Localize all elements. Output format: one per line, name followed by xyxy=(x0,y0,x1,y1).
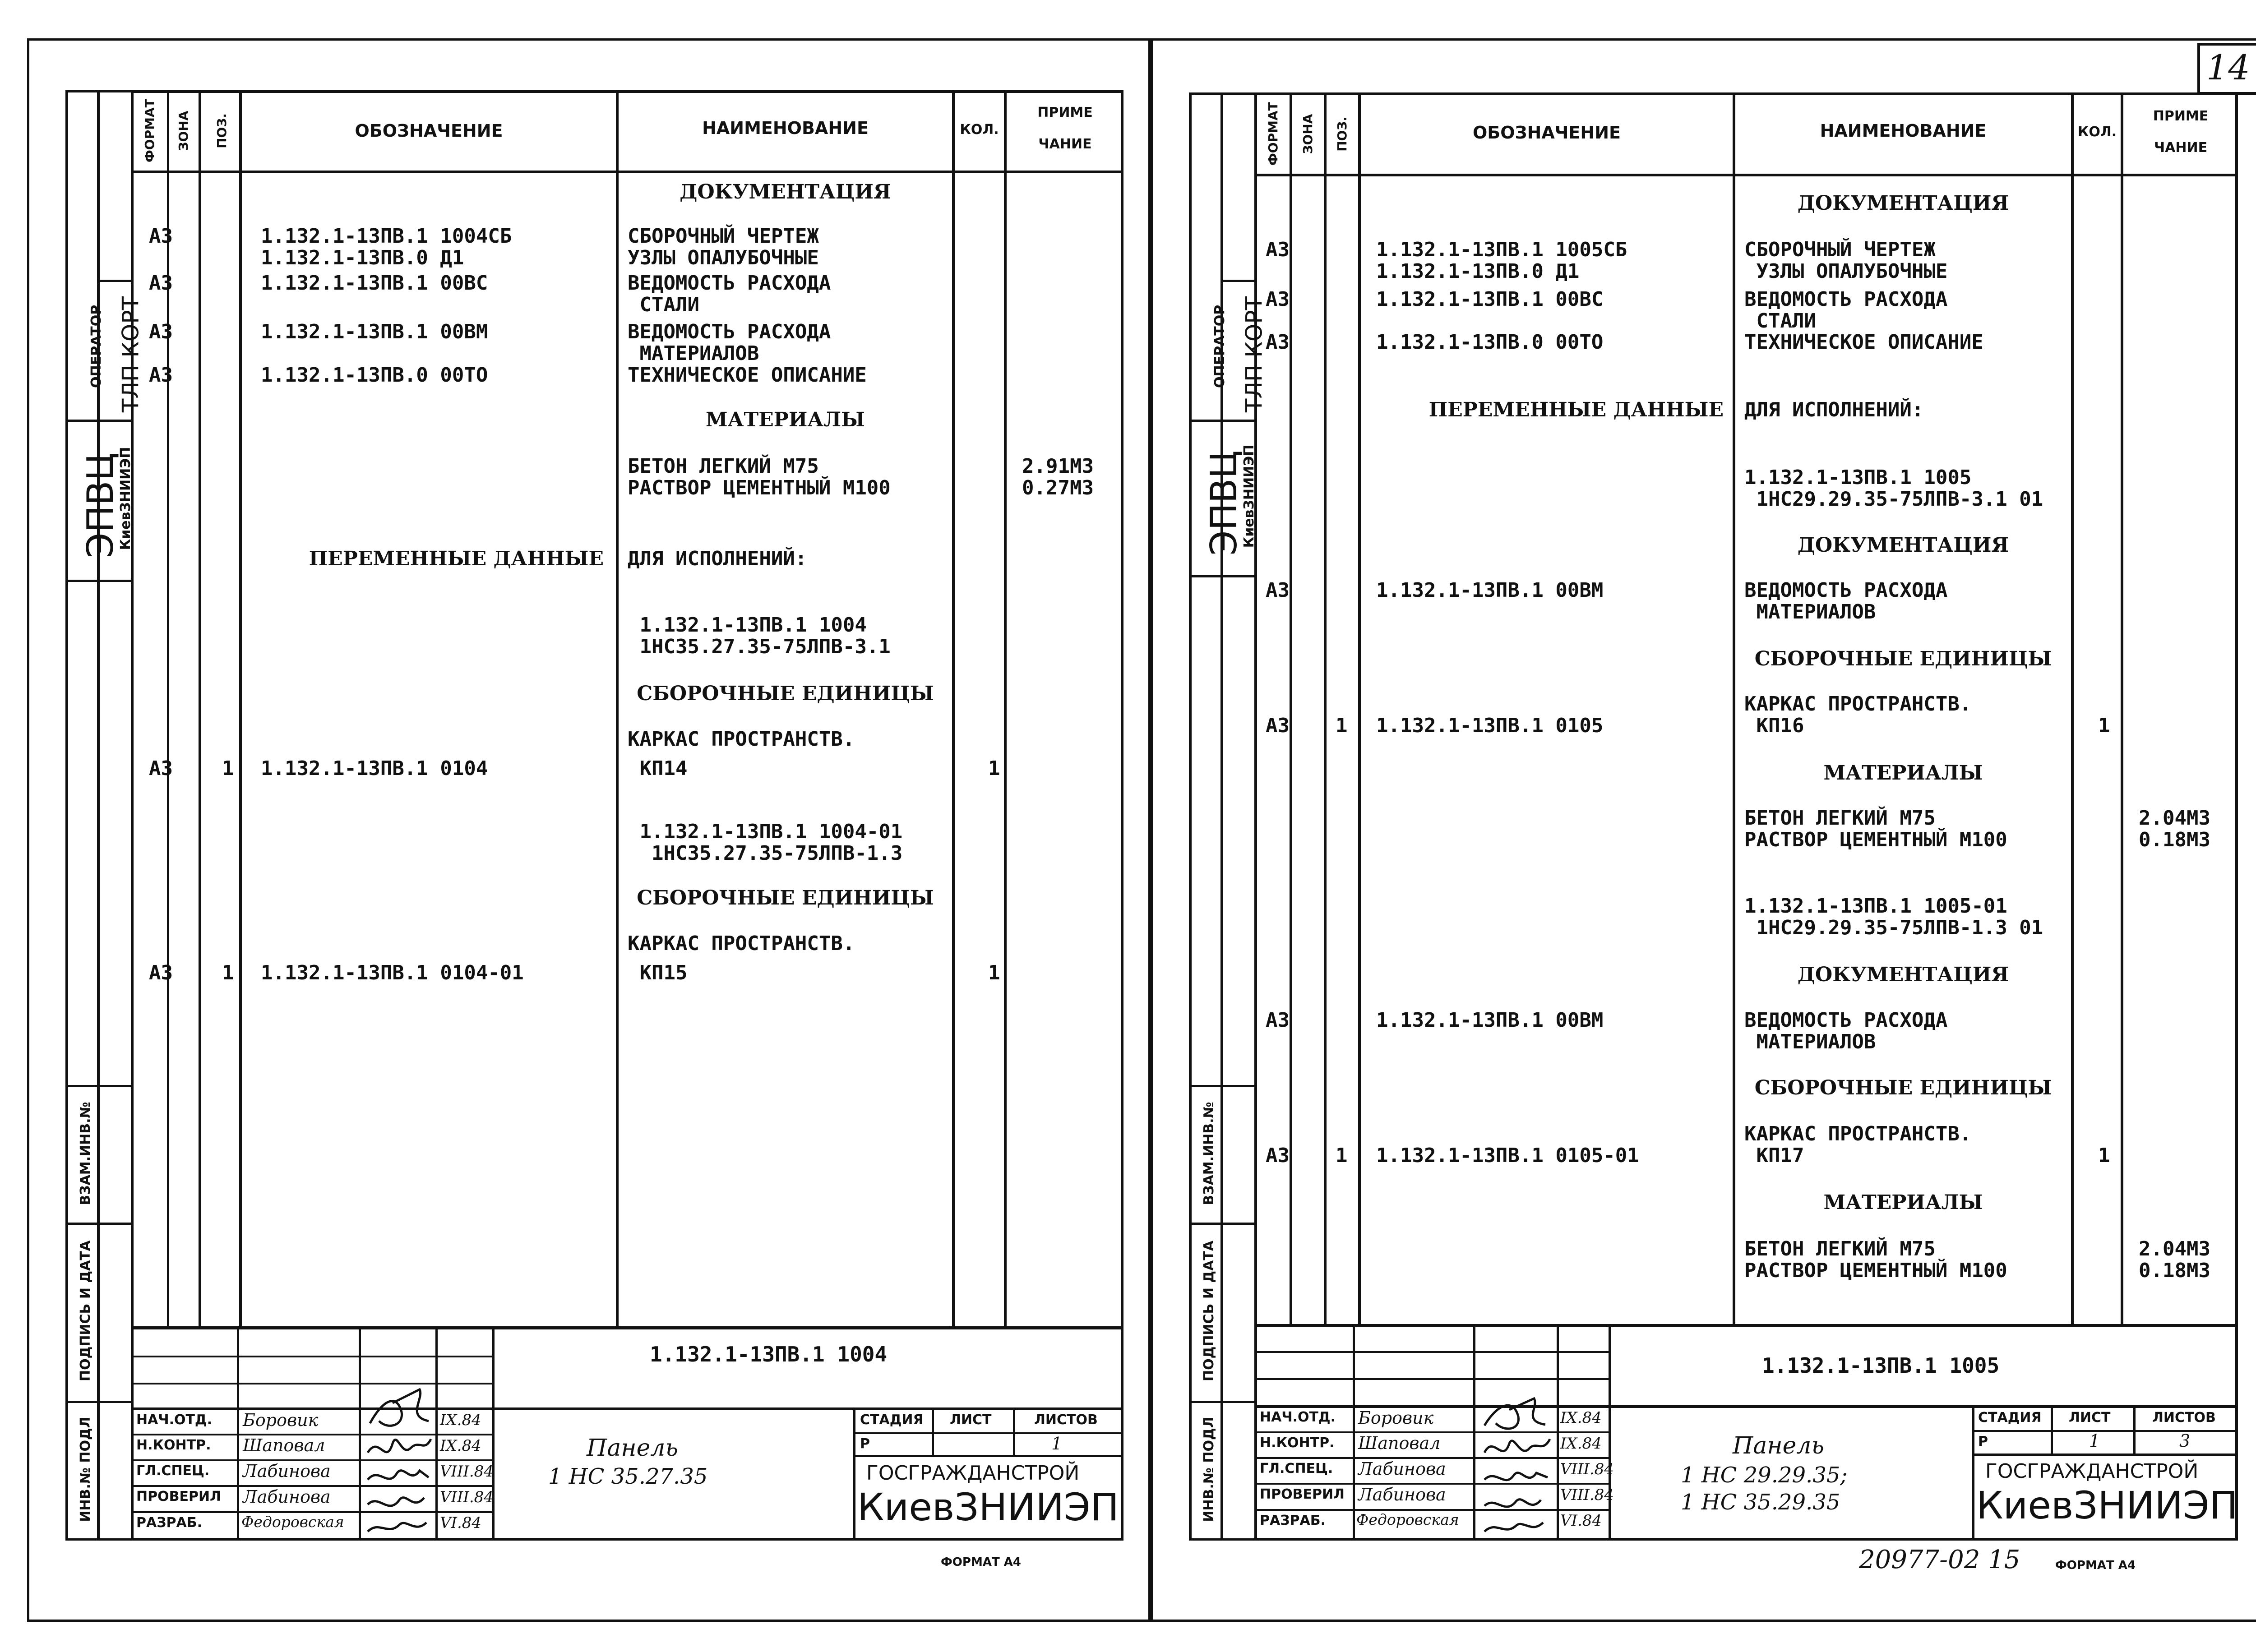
left-side-operator: ОПЕРАТОР xyxy=(88,305,104,388)
row-name: РАСТВОР ЦЕМЕНТНЫЙ М100 xyxy=(628,476,891,499)
row-name: СТАЛИ xyxy=(1744,309,1816,332)
left-side-inv: ИНВ.№ ПОДЛ xyxy=(78,1417,93,1522)
left-header-designation: ОБОЗНАЧЕНИЕ xyxy=(355,121,503,141)
row-name: 1.132.1-13ПВ.1 1004 xyxy=(628,614,867,637)
row-quantity: 1 xyxy=(2098,1144,2110,1167)
right-role-chief: ГЛ.СПЕЦ. xyxy=(1260,1461,1333,1477)
row-name: КП17 xyxy=(1744,1144,1804,1167)
right-header-pos: ПОЗ. xyxy=(1335,116,1350,152)
right-side-line xyxy=(1189,92,1254,95)
row-name: СБОРОЧНЫЕ ЕДИНИЦЫ xyxy=(637,682,934,705)
row-name: БЕТОН ЛЕГКИЙ М75 xyxy=(628,455,819,478)
right-tb-line xyxy=(2133,1405,2136,1455)
right-side-tlp-kort: ТЛП КОРТ xyxy=(1241,296,1267,413)
row-format: А3 xyxy=(149,757,173,780)
row-designation: 1.132.1-13ПВ.1 00ВС xyxy=(1376,288,1604,311)
row-format: А3 xyxy=(1266,714,1290,737)
right-signatures xyxy=(1478,1385,1554,1538)
row-name: СБОРОЧНЫЙ ЧЕРТЕЖ xyxy=(1744,238,1936,261)
left-header-note-2: ЧАНИЕ xyxy=(1038,136,1092,152)
right-tb-line xyxy=(1557,1324,1559,1541)
left-side-epvc: ЭПВЦ xyxy=(79,452,121,558)
right-tb-line xyxy=(1353,1324,1355,1541)
row-designation: 1.132.1-13ПВ.1 0105-01 xyxy=(1376,1144,1639,1167)
left-side-line xyxy=(65,1538,131,1541)
row-name: РАСТВОР ЦЕМЕНТНЫЙ М100 xyxy=(1744,1259,2007,1282)
right-col-line xyxy=(2071,92,2074,1326)
left-side-line xyxy=(65,90,131,92)
row-zone: 1 xyxy=(1336,714,1348,737)
right-signer-name: Боровик xyxy=(1358,1408,1434,1428)
left-side-line xyxy=(65,1223,131,1225)
row-designation: 1.132.1-13ПВ.1 1005СБ xyxy=(1376,238,1627,261)
row-name: 1.132.1-13ПВ.1 1005 xyxy=(1744,466,1972,489)
right-role-checked: ПРОВЕРИЛ xyxy=(1260,1486,1345,1502)
row-name: БЕТОН ЛЕГКИЙ М75 xyxy=(1744,1237,1936,1260)
row-format: А3 xyxy=(1266,579,1290,602)
right-col-line xyxy=(1324,92,1327,1326)
row-name: КАРКАС ПРОСТРАНСТВ. xyxy=(628,728,855,751)
right-sheets-count: 3 xyxy=(2179,1431,2191,1451)
row-name: ВЕДОМОСТЬ РАСХОДА xyxy=(1744,579,1948,602)
left-tb-line xyxy=(131,1356,492,1357)
left-sign-date: IX.84 xyxy=(440,1411,481,1429)
left-tb-line xyxy=(131,1383,492,1384)
left-sheets-label: ЛИСТОВ xyxy=(1034,1412,1098,1428)
row-designation: 1.132.1-13ПВ.0 00ТО xyxy=(1376,331,1604,354)
right-tb-line xyxy=(1254,1324,2238,1327)
right-side-podpis: ПОДПИСЬ И ДАТА xyxy=(1201,1240,1217,1381)
row-name: УЗЛЫ ОПАЛУБОЧНЫЕ xyxy=(628,246,819,269)
right-header-zone: ЗОНА xyxy=(1300,114,1315,154)
row-name: ДОКУМЕНТАЦИЯ xyxy=(680,180,891,203)
right-sign-date: VIII.84 xyxy=(1560,1486,1614,1504)
right-tb-line xyxy=(1609,1324,1611,1541)
row-name: БЕТОН ЛЕГКИЙ М75 xyxy=(1744,807,1936,830)
row-format: А3 xyxy=(149,961,173,984)
left-side-podpis: ПОДПИСЬ И ДАТА xyxy=(78,1240,93,1381)
row-name: МАТЕРИАЛОВ xyxy=(628,342,759,365)
left-signer-name: Федоровская xyxy=(241,1513,344,1531)
row-designation: 1.132.1-13ПВ.1 00ВМ xyxy=(1376,579,1604,602)
right-sheet-label: ЛИСТ xyxy=(2069,1410,2111,1426)
row-designation: ПЕРЕМЕННЫЕ ДАННЫЕ xyxy=(309,547,604,570)
right-role-norm: Н.КОНТР. xyxy=(1260,1435,1335,1451)
row-designation: 1.132.1-13ПВ.1 1004СБ xyxy=(261,225,512,248)
row-designation: ПЕРЕМЕННЫЕ ДАННЫЕ xyxy=(1428,398,1724,421)
left-spec-frame xyxy=(131,90,1123,1541)
row-format: А3 xyxy=(149,320,173,343)
left-signatures xyxy=(361,1380,433,1538)
row-name: 1НС35.27.35-75ЛПВ-1.3 xyxy=(628,842,903,865)
left-header-zone: ЗОНА xyxy=(176,111,191,151)
row-designation: 1.132.1-13ПВ.0 00ТО xyxy=(261,364,488,387)
row-name: КП16 xyxy=(1744,714,1804,737)
right-side-line xyxy=(1189,1085,1254,1087)
left-tb-line xyxy=(853,1432,1123,1434)
left-format: ФОРМАТ А4 xyxy=(941,1555,1021,1569)
right-col-line xyxy=(2121,92,2123,1326)
left-tb-line xyxy=(853,1455,1123,1457)
left-header-qty: КОЛ. xyxy=(960,122,999,138)
left-document-code: 1.132.1-13ПВ.1 1004 xyxy=(650,1342,888,1366)
row-name: ДОКУМЕНТАЦИЯ xyxy=(1797,192,2009,215)
row-name: РАСТВОР ЦЕМЕНТНЫЙ М100 xyxy=(1744,828,2007,851)
right-tb-line xyxy=(1473,1324,1475,1541)
left-sign-date: VIII.84 xyxy=(440,1488,494,1506)
row-zone: 1 xyxy=(222,961,234,984)
row-name: ТЕХНИЧЕСКОЕ ОПИСАНИЕ xyxy=(1744,331,1983,354)
row-designation: 1.132.1-13ПВ.1 00ВМ xyxy=(261,320,488,343)
left-header-format: ФОРМАТ xyxy=(142,99,157,162)
left-sign-date: IX.84 xyxy=(440,1437,481,1455)
left-signer-name: Шаповал xyxy=(243,1435,325,1455)
left-sign-date: VI.84 xyxy=(440,1514,482,1532)
left-org-2: КиевЗНИИЭП xyxy=(857,1485,1119,1529)
row-format: А3 xyxy=(149,364,173,387)
row-format: А3 xyxy=(1266,331,1290,354)
right-side-line xyxy=(1189,92,1192,1541)
right-side-inv: ИНВ.№ ПОДЛ xyxy=(1201,1417,1217,1522)
left-product-code: 1 НС 35.27.35 xyxy=(548,1464,708,1489)
left-header-pos: ПОЗ. xyxy=(214,113,229,148)
row-name: ДОКУМЕНТАЦИЯ xyxy=(1797,963,2009,986)
right-side-line xyxy=(1189,1538,1254,1541)
row-format: А3 xyxy=(149,225,173,248)
left-role-head: НАЧ.ОТД. xyxy=(136,1412,213,1428)
row-name: МАТЕРИАЛЫ xyxy=(1823,1191,1983,1214)
row-note: 0.18М3 xyxy=(2139,828,2210,851)
right-role-developed: РАЗРАБ. xyxy=(1260,1513,1326,1528)
right-stage-label: СТАДИЯ xyxy=(1978,1410,2042,1426)
row-quantity: 1 xyxy=(2098,714,2110,737)
row-name: СБОРОЧНЫЙ ЧЕРТЕЖ xyxy=(628,225,819,248)
right-document-code: 1.132.1-13ПВ.1 1005 xyxy=(1762,1353,2000,1378)
row-name: КАРКАС ПРОСТРАНСТВ. xyxy=(628,932,855,955)
row-name: КП14 xyxy=(628,757,688,780)
row-name: СБОРОЧНЫЕ ЕДИНИЦЫ xyxy=(1754,647,2052,670)
row-name: КАРКАС ПРОСТРАНСТВ. xyxy=(1744,692,1972,715)
left-side-line xyxy=(65,90,68,1541)
row-designation: 1.132.1-13ПВ.1 00ВМ xyxy=(1376,1009,1604,1032)
left-side-line xyxy=(65,1401,131,1403)
right-signer-name: Федоровская xyxy=(1356,1511,1459,1528)
right-signer-name: Шаповал xyxy=(1358,1433,1441,1453)
right-product-code: 1 НС 29.29.35; xyxy=(1681,1463,1848,1488)
row-name: 1НС29.29.35-75ЛПВ-1.3 01 xyxy=(1744,916,2043,939)
row-format: А3 xyxy=(1266,1144,1290,1167)
right-tb-line xyxy=(2051,1405,2053,1455)
row-name: КП15 xyxy=(628,961,688,984)
right-stage: Р xyxy=(1978,1434,1988,1449)
row-name: ДЛЯ ИСПОЛНЕНИЙ: xyxy=(628,547,807,570)
row-designation: 1.132.1-13ПВ.1 0105 xyxy=(1376,714,1604,737)
footer-reference: 20977-02 15 xyxy=(1859,1545,2020,1574)
right-sheets-label: ЛИСТОВ xyxy=(2152,1410,2216,1426)
right-col-line xyxy=(1733,92,1735,1326)
row-note: 0.18М3 xyxy=(2139,1259,2210,1282)
left-signer-name: Лабинова xyxy=(243,1461,331,1481)
right-col-line xyxy=(1290,92,1292,1326)
left-header-line xyxy=(131,171,1123,173)
left-role-norm: Н.КОНТР. xyxy=(136,1437,211,1453)
left-tb-line xyxy=(853,1407,855,1541)
left-side-vzam: ВЗАМ.ИНВ.№ xyxy=(78,1102,93,1205)
left-col-line xyxy=(239,90,242,1329)
right-sheet-number: 1 xyxy=(2089,1431,2100,1451)
row-name: 1НС35.27.35-75ЛПВ-3.1 xyxy=(628,635,891,658)
left-header-name: НАИМЕНОВАНИЕ xyxy=(702,118,869,138)
left-role-chief: ГЛ.СПЕЦ. xyxy=(136,1463,210,1479)
row-designation: 1.132.1-13ПВ.0 Д1 xyxy=(261,246,464,269)
row-name: 1.132.1-13ПВ.1 1004-01 xyxy=(628,820,903,843)
right-side-line xyxy=(1189,1401,1254,1403)
row-quantity: 1 xyxy=(988,961,1000,984)
left-signer-name: Боровик xyxy=(243,1410,319,1430)
left-tb-line xyxy=(131,1326,1123,1329)
left-col-line xyxy=(1004,90,1007,1329)
row-name: СБОРОЧНЫЕ ЕДИНИЦЫ xyxy=(1754,1076,2052,1099)
left-role-developed: РАЗРАБ. xyxy=(136,1515,202,1531)
row-name: 1.132.1-13ПВ.1 1005-01 xyxy=(1744,895,2007,918)
row-format: А3 xyxy=(1266,238,1290,261)
row-name: ДЛЯ ИСПОЛНЕНИЙ: xyxy=(1744,398,1924,421)
row-name: КАРКАС ПРОСТРАНСТВ. xyxy=(1744,1122,1972,1145)
right-header-note-1: ПРИМЕ xyxy=(2153,108,2209,124)
right-side-line xyxy=(1189,575,1254,577)
left-tb-line xyxy=(237,1326,239,1541)
row-quantity: 1 xyxy=(988,757,1000,780)
right-header-format: ФОРМАТ xyxy=(1266,102,1281,166)
right-sign-date: IX.84 xyxy=(1560,1409,1602,1427)
right-format: ФОРМАТ А4 xyxy=(2055,1559,2136,1572)
row-designation: 1.132.1-13ПВ.1 0104 xyxy=(261,757,488,780)
left-side-line xyxy=(65,1085,131,1087)
left-col-line xyxy=(616,90,619,1329)
row-name: УЗЛЫ ОПАЛУБОЧНЫЕ xyxy=(1744,260,1948,283)
row-zone: 1 xyxy=(1336,1144,1348,1167)
right-tb-line xyxy=(1972,1454,2238,1456)
right-sign-date: IX.84 xyxy=(1560,1435,1602,1453)
row-note: 2.04М3 xyxy=(2139,807,2210,830)
row-designation: 1.132.1-13ПВ.1 00ВС xyxy=(261,272,488,295)
right-header-note-2: ЧАНИЕ xyxy=(2154,140,2208,156)
right-header-line xyxy=(1254,174,2238,176)
row-name: ДОКУМЕНТАЦИЯ xyxy=(1797,534,2009,557)
row-name: МАТЕРИАЛЫ xyxy=(705,408,865,431)
right-tb-line xyxy=(1972,1430,2238,1432)
left-tb-line xyxy=(492,1326,495,1541)
row-note: 2.04М3 xyxy=(2139,1237,2210,1260)
right-org-2: КиевЗНИИЭП xyxy=(1976,1483,2238,1527)
row-format: А3 xyxy=(1266,288,1290,311)
left-sheet-number: 1 xyxy=(1051,1434,1063,1454)
row-zone: 1 xyxy=(222,757,234,780)
row-name: ВЕДОМОСТЬ РАСХОДА xyxy=(628,272,831,295)
page-number: 14 xyxy=(2206,47,2250,88)
row-designation: 1.132.1-13ПВ.0 Д1 xyxy=(1376,260,1580,283)
right-side-epvc: ЭПВЦ xyxy=(1203,450,1245,556)
right-product-title: Панель xyxy=(1733,1432,1824,1459)
left-org-1: ГОСГРАЖДАНСТРОЙ xyxy=(866,1462,1080,1485)
right-org-1: ГОСГРАЖДАНСТРОЙ xyxy=(1985,1460,2199,1483)
left-tb-line xyxy=(932,1407,934,1457)
row-note: 0.27М3 xyxy=(1022,476,1094,499)
left-product-title: Панель xyxy=(587,1435,678,1462)
left-signer-name: Лабинова xyxy=(243,1487,331,1507)
left-stage: Р xyxy=(860,1436,870,1452)
row-name: МАТЕРИАЛЫ xyxy=(1823,761,1983,784)
row-name: 1НС29.29.35-75ЛПВ-3.1 01 xyxy=(1744,488,2043,511)
left-sign-date: VIII.84 xyxy=(440,1463,494,1481)
left-stage-label: СТАДИЯ xyxy=(860,1412,924,1428)
row-designation: 1.132.1-13ПВ.1 0104-01 xyxy=(261,961,524,984)
right-product-code-2: 1 НС 35.29.35 xyxy=(1681,1490,1840,1515)
right-header-name: НАИМЕНОВАНИЕ xyxy=(1820,121,1987,141)
right-side-vzam: ВЗАМ.ИНВ.№ xyxy=(1201,1102,1217,1205)
right-side-line xyxy=(1220,280,1254,282)
right-signer-name: Лабинова xyxy=(1358,1459,1446,1479)
right-side-line xyxy=(1189,1223,1254,1225)
left-side-line xyxy=(65,580,131,582)
right-side-kiev-org: КиевЗНИИЭП xyxy=(1241,444,1257,548)
right-role-head: НАЧ.ОТД. xyxy=(1260,1409,1336,1425)
row-format: А3 xyxy=(1266,1009,1290,1032)
left-side-line xyxy=(97,280,131,282)
row-name: ВЕДОМОСТЬ РАСХОДА xyxy=(628,320,831,343)
left-role-checked: ПРОВЕРИЛ xyxy=(136,1489,221,1504)
left-header-note-1: ПРИМЕ xyxy=(1037,105,1093,120)
left-side-kiev-org: КиевЗНИИЭП xyxy=(118,447,134,550)
row-name: МАТЕРИАЛОВ xyxy=(1744,600,1876,623)
left-tb-line xyxy=(435,1326,438,1541)
row-format: А3 xyxy=(149,272,173,295)
left-tb-line xyxy=(1013,1407,1015,1457)
right-side-operator: ОПЕРАТОР xyxy=(1212,305,1228,388)
right-tb-line xyxy=(1972,1405,1974,1541)
row-name: ВЕДОМОСТЬ РАСХОДА xyxy=(1744,1009,1948,1032)
left-side-tlp-kort: ТЛП КОРТ xyxy=(117,296,144,413)
right-col-line xyxy=(1358,92,1361,1326)
row-name: МАТЕРИАЛОВ xyxy=(1744,1030,1876,1053)
left-col-line xyxy=(952,90,955,1329)
row-note: 2.91М3 xyxy=(1022,455,1094,478)
right-header-designation: ОБОЗНАЧЕНИЕ xyxy=(1472,123,1621,143)
row-name: ТЕХНИЧЕСКОЕ ОПИСАНИЕ xyxy=(628,364,867,387)
right-header-qty: КОЛ. xyxy=(2077,124,2117,140)
left-col-line xyxy=(199,90,201,1329)
left-sheet-label: ЛИСТ xyxy=(950,1412,992,1428)
right-sign-date: VIII.84 xyxy=(1560,1460,1614,1478)
row-name: СТАЛИ xyxy=(628,293,699,316)
row-name: СБОРОЧНЫЕ ЕДИНИЦЫ xyxy=(637,886,934,909)
row-name: ВЕДОМОСТЬ РАСХОДА xyxy=(1744,288,1948,311)
right-sign-date: VI.84 xyxy=(1560,1512,1602,1530)
right-signer-name: Лабинова xyxy=(1358,1485,1446,1504)
